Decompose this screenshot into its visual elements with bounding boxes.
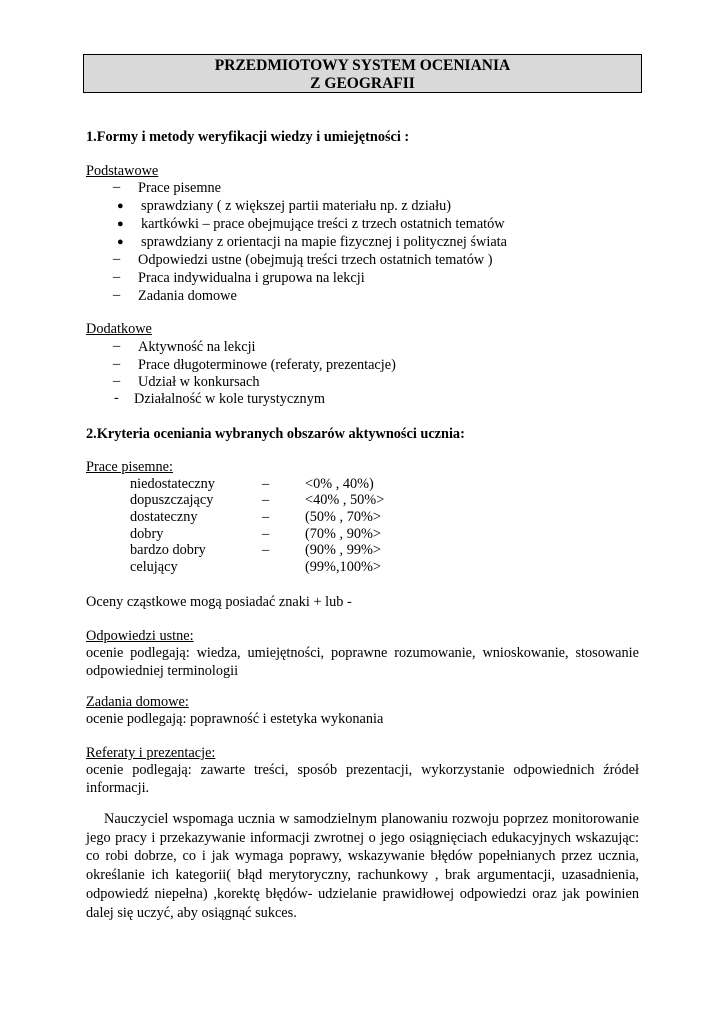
dash-marker: – (113, 251, 121, 267)
grade-dash: – (262, 509, 270, 525)
grade-dash: – (262, 542, 270, 558)
hyphen-marker: - (114, 390, 119, 406)
list-item: sprawdziany ( z większej partii materiału np. z działu) (141, 198, 452, 214)
title-line-1: PRZEDMIOTOWY SYSTEM OCENIANIA (214, 57, 511, 74)
dash-marker: – (113, 373, 121, 389)
grade-dash: – (262, 476, 270, 492)
dash-marker: – (113, 269, 121, 285)
reports-text: ocenie podlegają: zawarte treści, sposób prezentacji, wykorzystanie odpowiednich źródeł informacji. (86, 762, 639, 796)
grade-name: niedostateczny (130, 476, 215, 492)
homework-label: Zadania domowe: (86, 694, 189, 710)
grade-name: dostateczny (130, 509, 198, 525)
dash-marker: – (113, 287, 121, 303)
partial-grades-note: Oceny cząstkowe mogą posiadać znaki + lub - (86, 594, 352, 610)
list-item: Praca indywidualna i grupowa na lekcji (138, 270, 365, 286)
grade-name: dopuszczający (130, 492, 214, 508)
section2-heading: 2.Kryteria oceniania wybranych obszarów aktywności ucznia: (86, 426, 465, 442)
bullet-marker: ● (117, 200, 124, 212)
bullet-marker: ● (117, 236, 124, 248)
grade-dash: – (262, 492, 270, 508)
section1-heading: 1.Formy i metody weryfikacji wiedzy i umiejętności : (86, 129, 410, 145)
homework-text: ocenie podlegają: poprawność i estetyka wykonania (86, 711, 384, 727)
list-item: kartkówki – prace obejmujące treści z trzech ostatnich tematów (141, 216, 505, 232)
oral-text: ocenie podlegają: wiedza, umiejętności, poprawne rozumowanie, wnioskowanie, stosowanie odpowiedniej terminologii (86, 645, 639, 679)
dash-marker: – (113, 356, 121, 372)
list-item: Zadania domowe (138, 288, 237, 304)
grade-name: dobry (130, 526, 164, 542)
list-item: Prace długoterminowe (referaty, prezentacje) (138, 357, 396, 373)
dash-marker: – (113, 338, 121, 354)
grade-range: (99%,100%> (305, 559, 381, 575)
list-item: Aktywność na lekcji (138, 339, 256, 355)
grade-range: (90% , 99%> (305, 542, 381, 558)
title-line-2: Z GEOGRAFII (310, 75, 415, 92)
reports-label: Referaty i prezentacje: (86, 745, 216, 761)
list-item: Odpowiedzi ustne (obejmują treści trzech ostatnich tematów ) (138, 252, 493, 268)
oral-label: Odpowiedzi ustne: (86, 628, 194, 644)
basic-label: Podstawowe (86, 163, 159, 179)
title-box (83, 54, 642, 93)
grade-range: (70% , 90%> (305, 526, 381, 542)
list-item: Udział w konkursach (138, 374, 260, 390)
list-item: Działalność w kole turystycznym (134, 391, 325, 407)
grade-range: (50% , 70%> (305, 509, 381, 525)
grade-range: <0% , 40%) (305, 476, 374, 492)
grade-name: celujący (130, 559, 178, 575)
grade-dash: – (262, 526, 270, 542)
list-item: Prace pisemne (138, 180, 221, 196)
written-label: Prace pisemne: (86, 459, 173, 475)
closing-paragraph: Nauczyciel wspomaga ucznia w samodzielnym planowaniu rozwoju poprzez monitorowanie jego pracy i przekazywanie informacji zwrotnej o jego osiągnięciach edukacyjnych wskazując: co robi dobrze, co i jak wymaga poprawy, wskazywanie błędów popełnianych przez ucznia, określanie ich kategorii( błąd merytoryczny, rachunkowy , brak argumentacji, uzasadnienia, odpowiedź niepełna) ,korektę błędów- udzielanie prawidłowej odpowiedzi oraz jak powinien dalej się uczyć, aby osiągnąć sukces. (86, 811, 639, 921)
grade-name: bardzo dobry (130, 542, 206, 558)
bullet-marker: ● (117, 218, 124, 230)
dash-marker: – (113, 179, 121, 195)
extra-label: Dodatkowe (86, 321, 152, 337)
grade-range: <40% , 50%> (305, 492, 385, 508)
list-item: sprawdziany z orientacji na mapie fizycznej i politycznej świata (141, 234, 508, 250)
